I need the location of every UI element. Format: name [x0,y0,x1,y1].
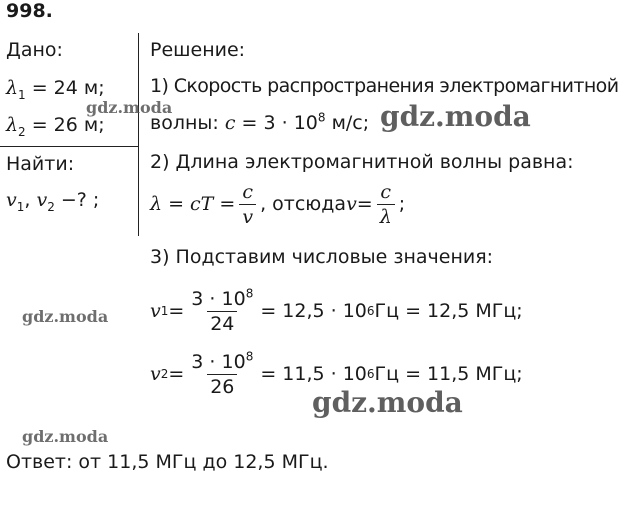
step3-text: 3) Подставим числовые значения: [150,246,494,268]
solution-header: Решение: [150,39,246,61]
wavelength-formula: λ = cT = $\frac{c}{v}$ , отсюда v = $\frac{c}{\lambda}$ ; [150,180,406,228]
watermark: gdz.moda [22,307,109,326]
calculation-v2: v 2 = $\frac{3 \cdot 10^8}{26}$ = 11,5 · 10 6 Гц = 11,5 МГц; [150,349,523,398]
watermark: gdz.moda [86,98,173,117]
given-wavelength-1: $\lambda_1 = 24$ м; [6,77,105,102]
answer-text: Ответ: от 11,5 МГц до 12,5 МГц. [6,451,329,473]
fraction-calc2: $\frac{3 \cdot 10^8}{26}$ [191,349,254,398]
find-header: Найти: [6,153,75,175]
fraction-calc1: $\frac{3 \cdot 10^8}{24}$ [191,286,254,335]
find-expression: $v_1$, $v_2$ −? ; [6,189,100,214]
fraction-c-over-lambda: $\frac{c}{\lambda}$ [377,182,395,227]
watermark: gdz.moda [312,386,463,419]
watermark: gdz.moda [380,100,531,133]
column-divider [138,33,139,236]
watermark: gdz.moda [22,427,109,446]
step1-line1: 1) Скорость распространения электромагнитной [150,75,619,97]
step1-line2: волны: $c = 3 \cdot 10^8$ м/с; [150,110,370,134]
given-header: Дано: [6,39,63,61]
calculation-v1: v 1 = $\frac{3 \cdot 10^8}{24}$ = 12,5 · 10 6 Гц = 12,5 МГц; [150,286,523,335]
fraction-c-over-v: $\frac{c}{v}$ [239,182,256,227]
step2-text: 2) Длина электромагнитной волны равна: [150,151,574,173]
problem-number: 998. [6,0,53,22]
given-wavelength-2: $\lambda_2 = 26$ м; [6,114,105,139]
given-find-divider [0,146,138,147]
